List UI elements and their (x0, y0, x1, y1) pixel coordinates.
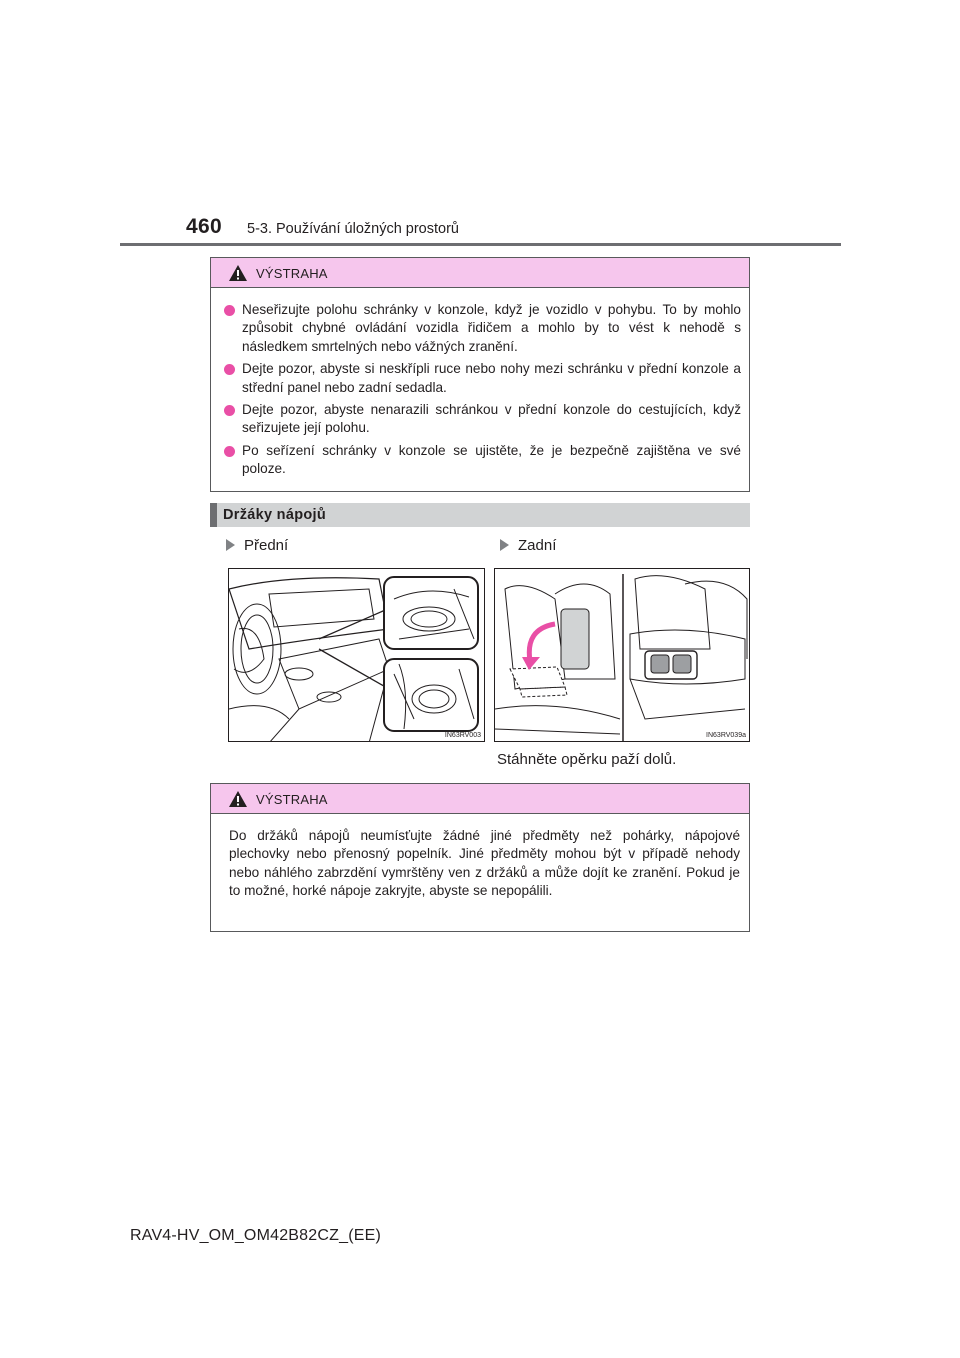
warning-title: VÝSTRAHA (256, 792, 328, 807)
image-code: IN63RV003 (444, 732, 481, 739)
triangle-right-icon (226, 539, 235, 551)
warning-item-text: Neseřizujte polohu schránky v konzole, když je vozidlo v pohybu. To by mohlo způsobit chybné ovládání vozidla řidičem a mohlo by to vést k nehodě s následkem smrtelných nebo vážných zranění. (242, 302, 741, 354)
image-code: IN63RV039a (706, 732, 746, 739)
warning-header (211, 258, 749, 288)
rear-label-text: Zadní (518, 537, 557, 554)
warning-triangle-icon (228, 264, 248, 282)
bullet-icon (224, 446, 235, 457)
page-number: 460 (186, 215, 222, 238)
warning-title: VÝSTRAHA (256, 266, 328, 281)
section-title: 5-3. Používání úložných prostorů (247, 221, 459, 237)
bullet-icon (224, 364, 235, 375)
warning-item-text: Dejte pozor, abyste si neskřípli ruce nebo nohy mezi schránku v přední konzole a střední panel nebo zadní sedadla. (242, 361, 741, 395)
warning-header (211, 784, 749, 814)
rear-cupholder-illustration (494, 568, 750, 742)
warning-item (224, 360, 741, 397)
footer-code: RAV4-HV_OM_OM42B82CZ_(EE) (130, 1227, 381, 1244)
warning-box-cupholders (210, 783, 750, 932)
triangle-right-icon (500, 539, 509, 551)
rear-label (500, 537, 556, 554)
warning-list (211, 288, 749, 479)
header-rule (120, 243, 841, 246)
warning-triangle-icon (228, 790, 248, 808)
warning-item-text: Dejte pozor, abyste nenarazili schránkou v přední konzole do cestujících, když seřizujete její polohu. (242, 402, 741, 436)
front-label (226, 537, 288, 554)
warning-box-console (210, 257, 750, 492)
rear-caption: Stáhněte opěrku paží dolů. (497, 751, 677, 768)
bullet-icon (224, 305, 235, 316)
warning-item (224, 301, 741, 356)
front-label-text: Přední (244, 537, 289, 554)
subsection-bar (210, 503, 217, 527)
warning-item-text: Po seřízení schránky v konzole se ujistěte, že je bezpečně zajištěna ve své poloze. (242, 442, 741, 477)
bullet-icon (224, 405, 235, 416)
warning-item (224, 401, 741, 438)
warning-item (224, 442, 741, 479)
front-cupholder-illustration (228, 568, 485, 742)
subsection-title: Držáky nápojů (223, 507, 327, 523)
subsection-heading (210, 503, 750, 527)
warning-text: Do držáků nápojů neumísťujte žádné jiné předměty než pohárky, nápojové plechovky nebo přenosný popelník. Jiné předměty mohou být v případě nehody nebo náhlého zabrzdění vymrštěny ven z držáků a může dojít ke zranění. Pokud je to možné, horké nápoje zakryjte, abyste se nepopálili. (229, 828, 740, 899)
